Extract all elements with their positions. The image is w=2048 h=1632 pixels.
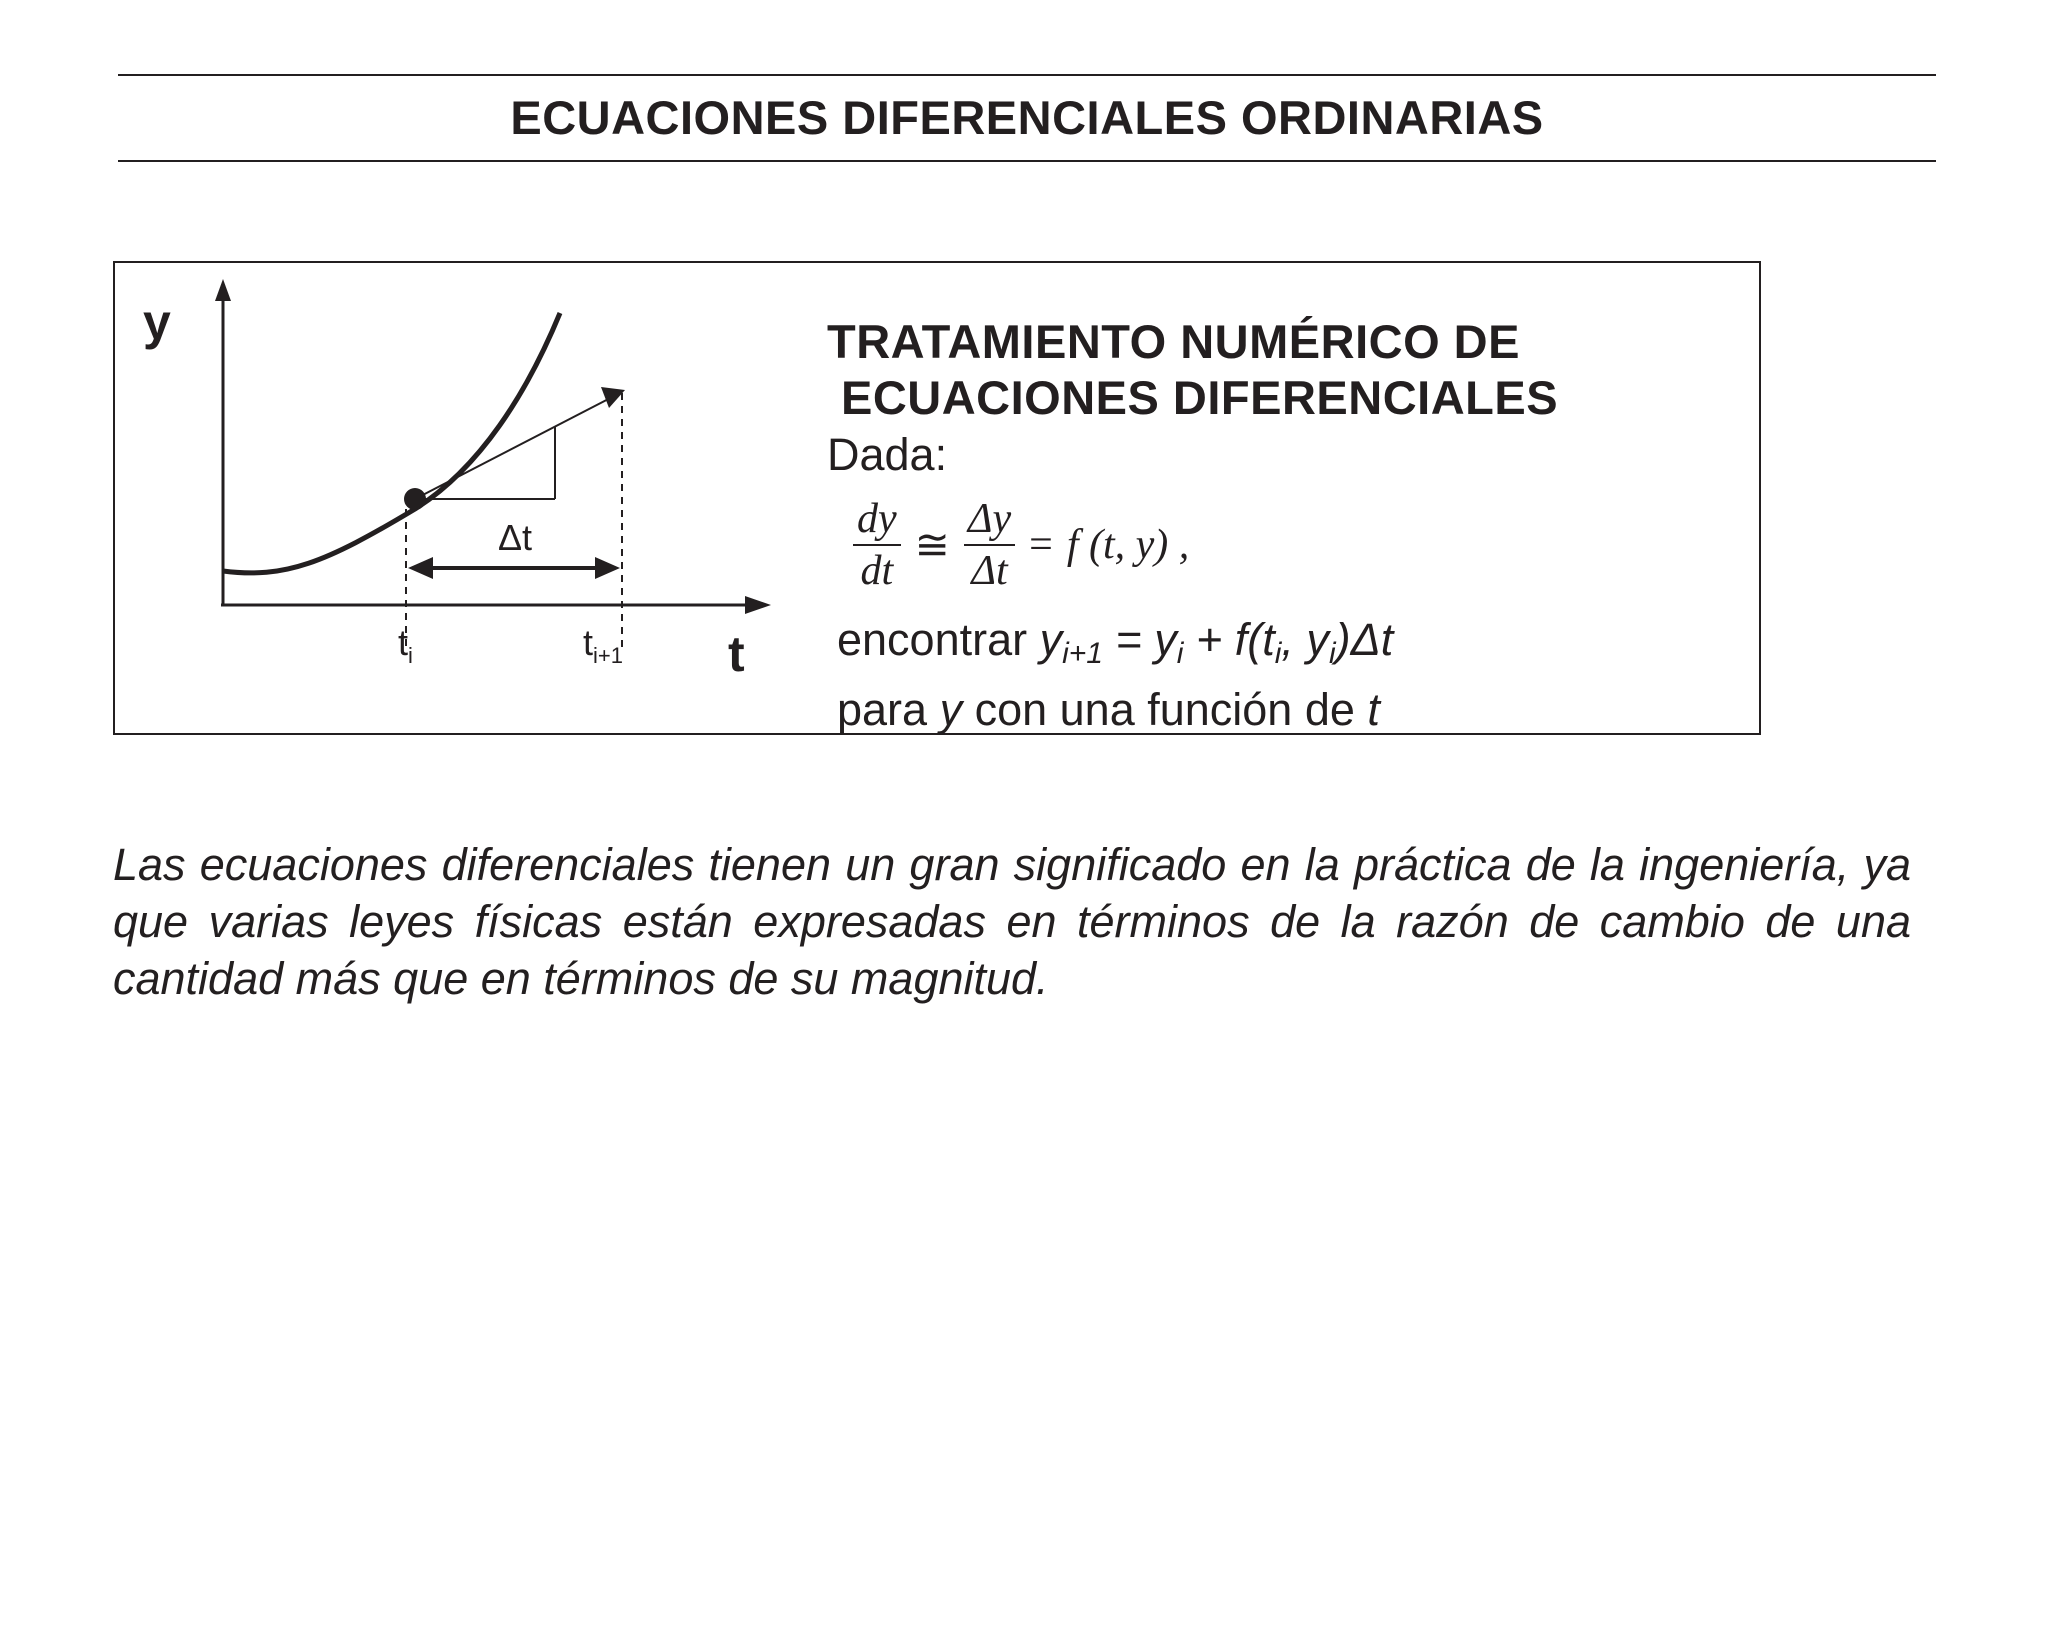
box-title xyxy=(827,314,1687,426)
derivative-denominator: dt xyxy=(860,548,894,594)
y-axis-arrow-icon xyxy=(215,279,231,301)
tick-ti: $t_i$ xyxy=(398,622,413,668)
bottom-rule xyxy=(118,160,1936,162)
page-title: ECUACIONES DIFERENCIALES ORDINARIAS xyxy=(510,91,1544,144)
function-expression: f (t, y) , xyxy=(1066,522,1190,568)
difference-fraction xyxy=(964,494,1015,596)
euler-step-line: encontrar $y_{i+1} = y_i + f(t_i$, $y_i)\Delta t$ xyxy=(837,614,1394,670)
approx-symbol: ≅ xyxy=(914,523,950,569)
given-label: Dada: xyxy=(827,429,948,480)
delta-t-left-arrowhead-icon xyxy=(408,557,433,579)
solution-note-line: para y con una función de t xyxy=(837,684,1380,735)
intro-paragraph: Las ecuaciones diferenciales tienen un gran significado en la práctica de la ingeniería, ya que varias leyes físicas están expresadas en términos de la razón de cambio de una cantidad más que en términos de su magnitud. xyxy=(113,839,1911,1004)
difference-numerator: Δy xyxy=(964,494,1015,546)
x-axis-arrow-icon xyxy=(745,596,771,614)
x-axis-label: t xyxy=(728,626,745,682)
derivative-numerator: dy xyxy=(853,494,901,546)
difference-denominator: Δt xyxy=(971,548,1008,594)
derivative-formula xyxy=(849,486,1687,604)
equals-symbol: = xyxy=(1029,522,1053,568)
euler-method-diagram xyxy=(115,263,815,733)
delta-t-label: Δt xyxy=(498,517,533,558)
box-title-line2: ECUACIONES DIFERENCIALES xyxy=(841,371,1559,424)
current-point xyxy=(404,488,426,510)
figure-box xyxy=(113,261,1761,735)
delta-t-right-arrowhead-icon xyxy=(595,557,620,579)
derivative-fraction xyxy=(853,494,901,596)
box-text xyxy=(827,314,1687,738)
tick-ti1: $t_{i+1}$ xyxy=(583,622,623,668)
y-axis-label: y xyxy=(143,294,171,350)
top-rule xyxy=(118,74,1936,76)
tangent-line xyxy=(415,393,620,499)
box-title-line1: TRATAMIENTO NUMÉRICO DE xyxy=(827,315,1520,368)
